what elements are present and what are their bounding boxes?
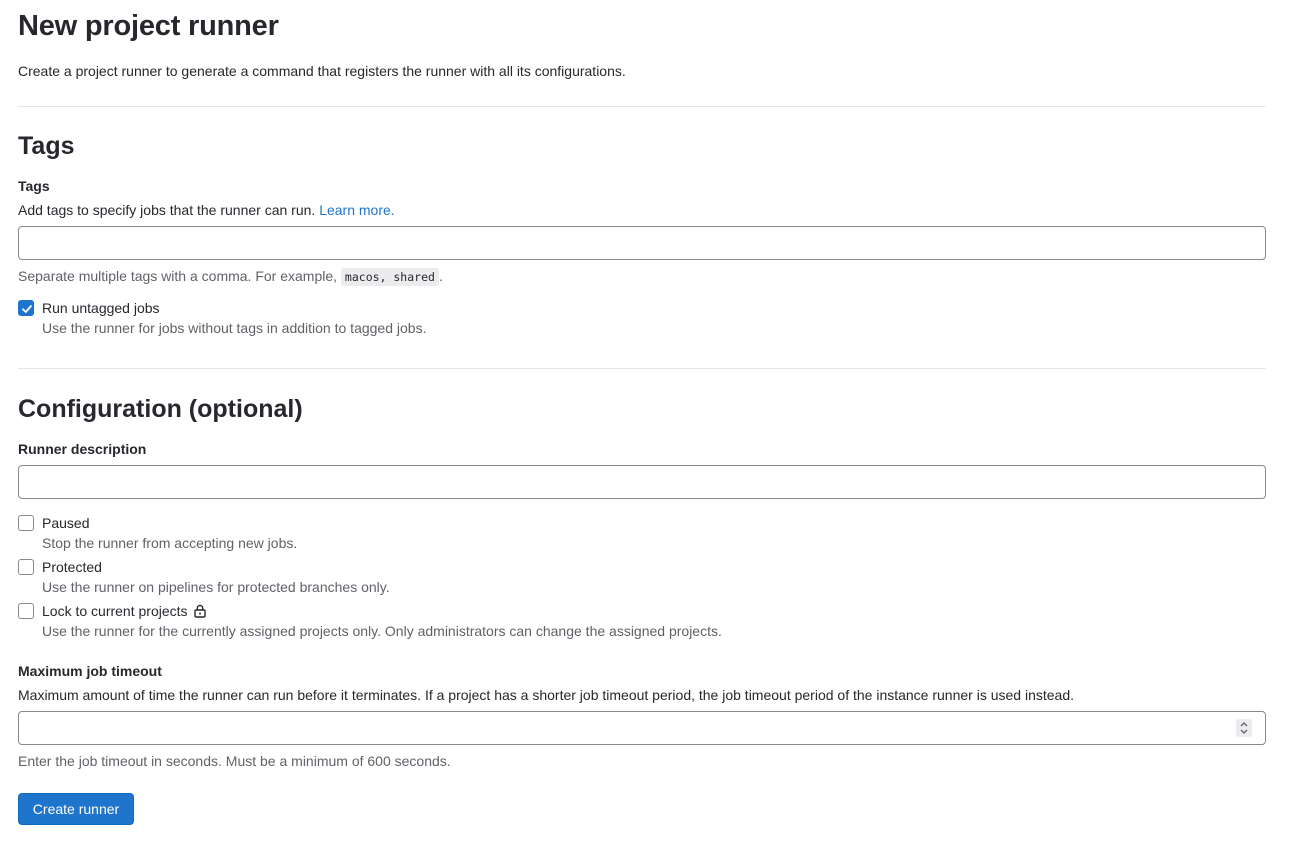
tags-field-label: Tags: [18, 178, 50, 194]
paused-checkbox[interactable]: [18, 515, 34, 531]
tags-help-copy: Add tags to specify jobs that the runner can run.: [18, 202, 316, 218]
tags-section-heading: Tags: [18, 132, 75, 160]
max-timeout-hint: Enter the job timeout in seconds. Must be a minimum of 600 seconds.: [18, 753, 451, 769]
protected-help: Use the runner on pipelines for protected branches only.: [42, 579, 390, 595]
tags-input[interactable]: [18, 226, 1266, 260]
page-title: New project runner: [18, 10, 279, 42]
max-timeout-help: Maximum amount of time the runner can run before it terminates. If a project has a shorter job timeout period, the job timeout period of the instance runner is used instead.: [18, 687, 1075, 703]
runner-description-label: Runner description: [18, 441, 147, 457]
max-timeout-label: Maximum job timeout: [18, 663, 162, 679]
lock-to-projects-help: Use the runner for the currently assigned projects only. Only administrators can change the assigned projects.: [42, 623, 722, 639]
protected-label[interactable]: Protected: [42, 559, 102, 575]
max-timeout-input[interactable]: [27, 712, 1227, 742]
tags-hint: [18, 267, 443, 286]
runner-description-input[interactable]: [18, 465, 1266, 499]
lock-to-projects-checkbox[interactable]: [18, 603, 34, 619]
learn-more-link[interactable]: Learn more.: [319, 202, 395, 218]
tags-hint-prefix: Separate multiple tags with a comma. For example,: [18, 268, 338, 284]
run-untagged-checkbox[interactable]: [18, 300, 34, 316]
tags-hint-suffix: .: [438, 268, 443, 284]
number-stepper[interactable]: [1236, 719, 1252, 737]
create-runner-button[interactable]: Create runner: [18, 793, 134, 825]
chevron-up-icon[interactable]: [1239, 721, 1249, 727]
chevron-down-icon[interactable]: [1239, 729, 1249, 735]
lock-to-projects-row[interactable]: [42, 602, 206, 620]
run-untagged-label[interactable]: Run untagged jobs: [42, 300, 160, 316]
tags-help-text: [18, 201, 395, 219]
tags-hint-example: macos, shared: [341, 268, 439, 286]
checkmark-icon: [20, 302, 34, 316]
protected-checkbox[interactable]: [18, 559, 34, 575]
paused-label[interactable]: Paused: [42, 515, 90, 531]
paused-help: Stop the runner from accepting new jobs.: [42, 535, 298, 551]
lock-icon: [194, 604, 206, 618]
max-timeout-field: [18, 711, 1266, 745]
section-divider: [18, 368, 1266, 369]
lock-to-projects-label[interactable]: Lock to current projects: [42, 603, 188, 619]
section-divider: [18, 106, 1266, 107]
configuration-section-heading: Configuration (optional): [18, 395, 303, 423]
run-untagged-help: Use the runner for jobs without tags in addition to tagged jobs.: [42, 320, 427, 336]
page-description: Create a project runner to generate a command that registers the runner with all its configurations.: [18, 63, 626, 79]
